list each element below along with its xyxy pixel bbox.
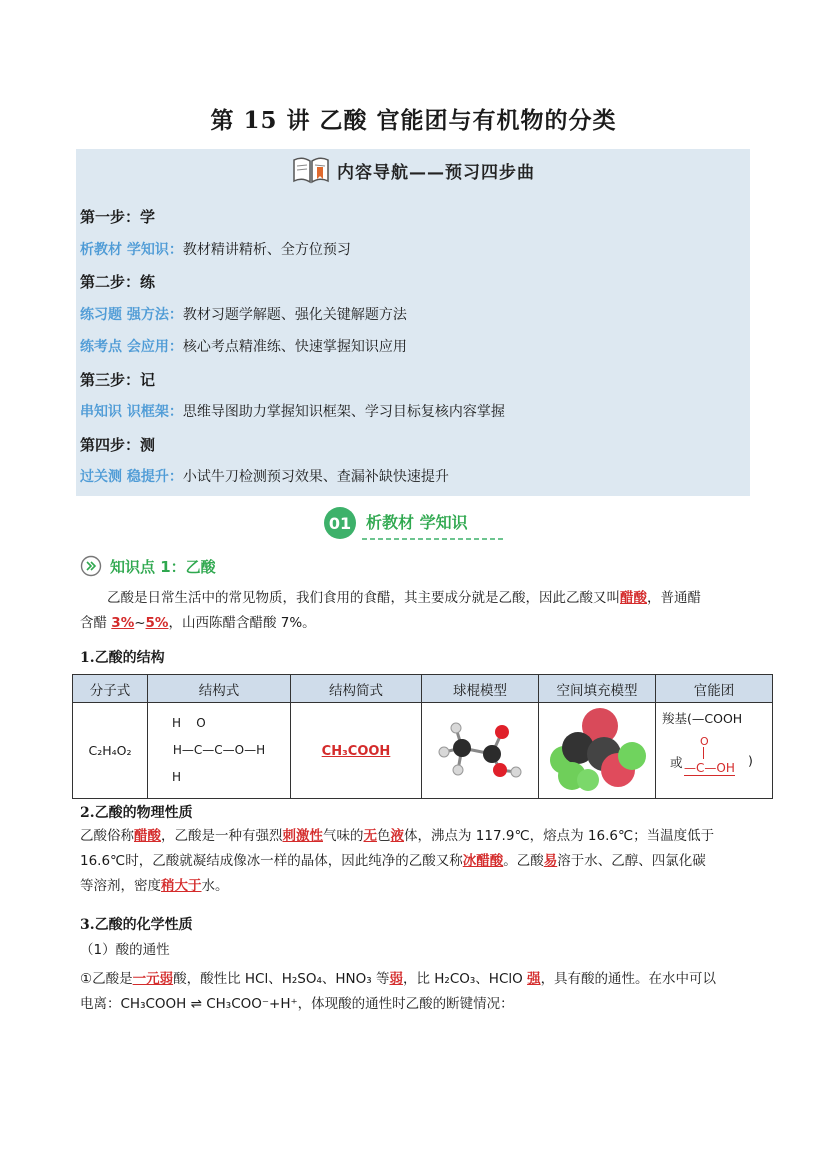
nav-line-4-text: 思维导图助力掌握知识框架、学习目标复核内容掌握 [182, 404, 505, 420]
phys-highlight: 刺激性 [282, 828, 323, 844]
structural-top: H O [172, 716, 206, 730]
ball-stick-model-cell [422, 703, 539, 799]
ball-stick-model [430, 714, 530, 784]
phys-text: 溶于水、乙醇、四氯化碳 [557, 853, 706, 869]
table-header: 球棍模型 [422, 675, 539, 703]
nav-line-1 [80, 239, 351, 259]
step-2: 第二步：练 [80, 273, 156, 291]
sub-heading-acid-properties: （1）酸的通性 [80, 942, 170, 958]
phys-highlight: 无 [363, 828, 377, 844]
structural-bottom: H [172, 770, 182, 784]
simple-formula-cell [291, 703, 422, 799]
intro-text-3: 含醋 [80, 615, 112, 631]
nav-line-3-label: 练考点 会应用： [80, 339, 183, 355]
phys-highlight: 冰醋酸 [462, 853, 504, 869]
functional-group-chain: —C—OH [684, 761, 735, 775]
intro-paragraph [80, 586, 750, 636]
functional-group-line1: 羧基(—COOH [662, 711, 743, 726]
functional-group-cell [656, 703, 773, 799]
nav-line-3 [80, 336, 407, 356]
functional-group-double-bond [703, 747, 704, 759]
functional-group-close: ) [748, 753, 753, 768]
table-header: 结构简式 [291, 675, 422, 703]
nav-line-5 [80, 466, 449, 486]
table-header: 空间填充模型 [539, 675, 656, 703]
nav-line-5-label: 过关测 稳提升： [80, 469, 183, 485]
knowledge-point-text: 知识点 1：乙酸 [110, 557, 216, 576]
nav-line-1-label: 析教材 学知识： [80, 242, 183, 258]
chem-highlight: 强 [527, 971, 541, 987]
table-header: 结构式 [148, 675, 291, 703]
chem-highlight: 弱 [389, 971, 403, 987]
intro-text-4: ，山西陈醋含醋酸 7%。 [168, 615, 316, 631]
functional-group-o: O [700, 735, 709, 748]
phys-text: 气味的 [323, 828, 364, 844]
nav-line-2-label: 练习题 强方法： [80, 307, 183, 323]
phys-highlight: 易 [543, 853, 558, 869]
heading-structure: 1.乙酸的结构 [80, 650, 165, 666]
step-3: 第三步：记 [80, 371, 156, 389]
space-filling-model-cell [539, 703, 656, 799]
phys-text: 乙酸俗称 [80, 828, 134, 844]
nav-line-2-text: 教材习题学解题、强化关键解题方法 [182, 307, 407, 323]
chem-text: 酸，酸性比 HCl、H₂SO₄、HNO₃ 等 [173, 971, 390, 987]
nav-header [76, 153, 750, 187]
nav-line-1-text: 教材精讲精析、全方位预习 [182, 242, 351, 258]
nav-header-text: 内容导航——预习四步曲 [337, 162, 535, 183]
simple-formula: CH₃COOH [321, 743, 391, 759]
chem-text: ①乙酸是 [80, 971, 133, 987]
nav-line-4-label: 串知识 识框架： [80, 404, 183, 420]
heading-chemical-properties: 3.乙酸的化学性质 [80, 917, 193, 933]
intro-highlight-5pct: 5% [145, 615, 169, 631]
table-header: 官能团 [656, 675, 773, 703]
nav-line-5-text: 小试牛刀检测预习效果、查漏补缺快速提升 [182, 469, 449, 485]
physical-properties-paragraph [80, 824, 750, 899]
step-1: 第一步：学 [80, 208, 156, 226]
space-filling-model [542, 704, 652, 794]
phys-text: 。乙酸 [503, 853, 544, 869]
phys-text: 体，沸点为 117.9℃，熔点为 16.6℃；当温度低于 [404, 828, 715, 844]
functional-group-or: 或 [670, 755, 683, 770]
intro-highlight-3pct: 3% [111, 615, 135, 631]
intro-dash: ~ [134, 615, 146, 631]
content-navigation-box [76, 149, 750, 496]
structural-mid: H—C—C—O—H [172, 743, 266, 757]
nav-line-2 [80, 304, 407, 324]
chem-highlight: 一元弱 [132, 971, 174, 987]
phys-highlight: 液 [390, 828, 404, 844]
chemical-properties-paragraph [80, 967, 750, 1017]
structural-formula [148, 703, 291, 799]
intro-text-2: ，普通醋 [647, 590, 701, 606]
section-number: 01 [328, 514, 352, 533]
intro-highlight-vinegar-acid: 醋酸 [620, 590, 647, 606]
nav-line-3-text: 核心考点精准练、快速掌握知识应用 [182, 339, 407, 355]
phys-highlight: 稍大于 [161, 878, 202, 894]
chem-text: ，比 H₂CO₃、HClO [402, 971, 528, 987]
nav-line-4 [80, 401, 505, 421]
step-4: 第四步：测 [80, 436, 156, 454]
intro-text-1: 乙酸是日常生活中的常见物质，我们食用的食醋，其主要成分就是乙酸，因此乙酸又叫 [107, 590, 620, 606]
phys-text: 水。 [201, 878, 229, 894]
heading-physical-properties: 2.乙酸的物理性质 [80, 805, 193, 821]
structure-table [72, 674, 773, 799]
section-label: 析教材 学知识 [366, 513, 468, 532]
molecular-formula: C₂H₄O₂ [73, 703, 148, 799]
phys-text: ，乙酸是一种有强烈 [161, 828, 283, 844]
knowledge-point-heading [80, 555, 216, 577]
chem-text: ，具有酸的通性。在水中可以 [540, 971, 717, 987]
phys-text: 16.6℃时，乙酸就凝结成像冰一样的晶体，因此纯净的乙酸又称 [80, 853, 463, 869]
page-title: 第 15 讲 乙酸 官能团与有机物的分类 [210, 107, 617, 134]
table-header: 分子式 [73, 675, 148, 703]
book-icon [291, 155, 331, 185]
phys-highlight: 醋酸 [134, 828, 161, 844]
chem-text: 电离：CH₃COOH ⇌ CH₃COO⁻+H⁺，体现酸的通性时乙酸的断键情况： [80, 996, 514, 1012]
phys-text: 等溶剂，密度 [80, 878, 161, 894]
section-banner [322, 506, 507, 542]
chevron-circle-icon [80, 555, 102, 577]
phys-text: 色 [377, 828, 391, 844]
